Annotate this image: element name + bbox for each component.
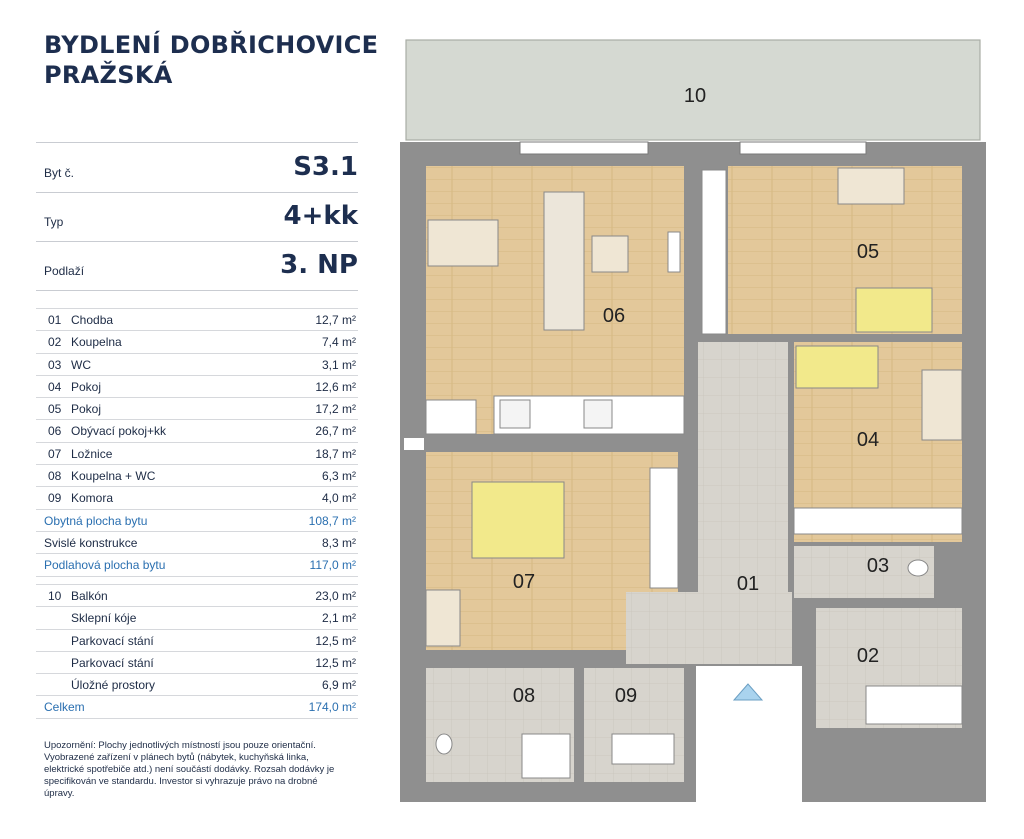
room-label-09: 09 (614, 685, 638, 707)
unit-value: S3.1 (293, 152, 358, 182)
floor-value: 3. NP (280, 250, 358, 280)
table-row: 05 Pokoj 17,2 m² (36, 398, 358, 420)
desk (426, 590, 460, 646)
dining-table (428, 220, 498, 266)
living-area-row: Obytná plocha bytu 108,7 m² (36, 510, 358, 532)
toilet (436, 734, 452, 754)
type-value: 4+kk (283, 201, 358, 231)
divider (36, 142, 358, 143)
table-row: Sklepní kóje 2,1 m² (36, 607, 358, 629)
toilet (908, 560, 928, 576)
type-label: Typ (44, 215, 64, 229)
disclaimer-note: Upozornění: Plochy jednotlivých místností jsou pouze orientační. Vyobrazené zařízení v plánech bytů (nábytek, kuchyňská linka, elektrické spotřebiče atd.) není součástí dodávky. Rozsah dodávky je specifikován ve standardu. Investor si vyhrazuje právo na drobné úpravy. (44, 740, 335, 799)
window (740, 142, 866, 154)
room-table (36, 308, 358, 577)
table-row: Parkovací stání 12,5 m² (36, 630, 358, 652)
info-panel (0, 0, 400, 839)
divider (36, 290, 358, 291)
room-label-10: 10 (683, 85, 707, 107)
project-title (44, 30, 378, 90)
table-row: Úložné prostory 6,9 m² (36, 674, 358, 696)
wardrobe (650, 468, 678, 588)
double-bed (472, 482, 564, 558)
unit-label: Byt č. (44, 166, 75, 180)
shower (522, 734, 570, 778)
window (520, 142, 648, 154)
stove (500, 400, 530, 428)
wardrobe (794, 508, 962, 534)
floor-label: Podlaží (44, 264, 85, 278)
storage-shelf (612, 734, 674, 764)
table-row: Parkovací stání 12,5 m² (36, 652, 358, 674)
table-row: 06 Obývací pokoj+kk 26,7 m² (36, 420, 358, 442)
bed (796, 346, 878, 388)
table-row: 09 Komora 4,0 m² (36, 487, 358, 509)
total-row: Celkem 174,0 m² (36, 696, 358, 718)
divider (36, 241, 358, 242)
wardrobe (426, 400, 476, 434)
room-01-extension (626, 592, 792, 664)
room-label-05: 05 (856, 241, 880, 263)
room-label-06: 06 (602, 305, 626, 327)
bathtub (866, 686, 962, 724)
project-title-line2: PRAŽSKÁ (44, 61, 173, 89)
room-label-08: 08 (512, 685, 536, 707)
desk (838, 168, 904, 204)
desk (922, 370, 962, 440)
table-row: 01 Chodba 12,7 m² (36, 309, 358, 331)
tv-stand (668, 232, 680, 272)
extras-table (36, 584, 358, 719)
room-label-03: 03 (866, 555, 890, 577)
room-label-02: 02 (856, 645, 880, 667)
room-label-04: 04 (856, 429, 880, 451)
room-label-07: 07 (512, 571, 536, 593)
sink (584, 400, 612, 428)
table-row: 03 WC 3,1 m² (36, 354, 358, 376)
structures-row: Svislé konstrukce 8,3 m² (36, 532, 358, 554)
wardrobe (702, 170, 726, 334)
window (404, 438, 424, 450)
bed (856, 288, 932, 332)
project-title-line1: BYDLENÍ DOBŘICHOVICE (44, 31, 379, 59)
table-row: 07 Ložnice 18,7 m² (36, 443, 358, 465)
table-row: 02 Koupelna 7,4 m² (36, 331, 358, 353)
table-row: 08 Koupelna + WC 6,3 m² (36, 465, 358, 487)
room-label-01: 01 (736, 573, 760, 595)
floor-area-row: Podlahová plocha bytu 117,0 m² (36, 554, 358, 576)
floor-plan (398, 36, 988, 804)
table-row: 10 Balkón 23,0 m² (36, 585, 358, 607)
table-row: 04 Pokoj 12,6 m² (36, 376, 358, 398)
divider (36, 192, 358, 193)
sofa (544, 192, 584, 330)
coffee-table (592, 236, 628, 272)
